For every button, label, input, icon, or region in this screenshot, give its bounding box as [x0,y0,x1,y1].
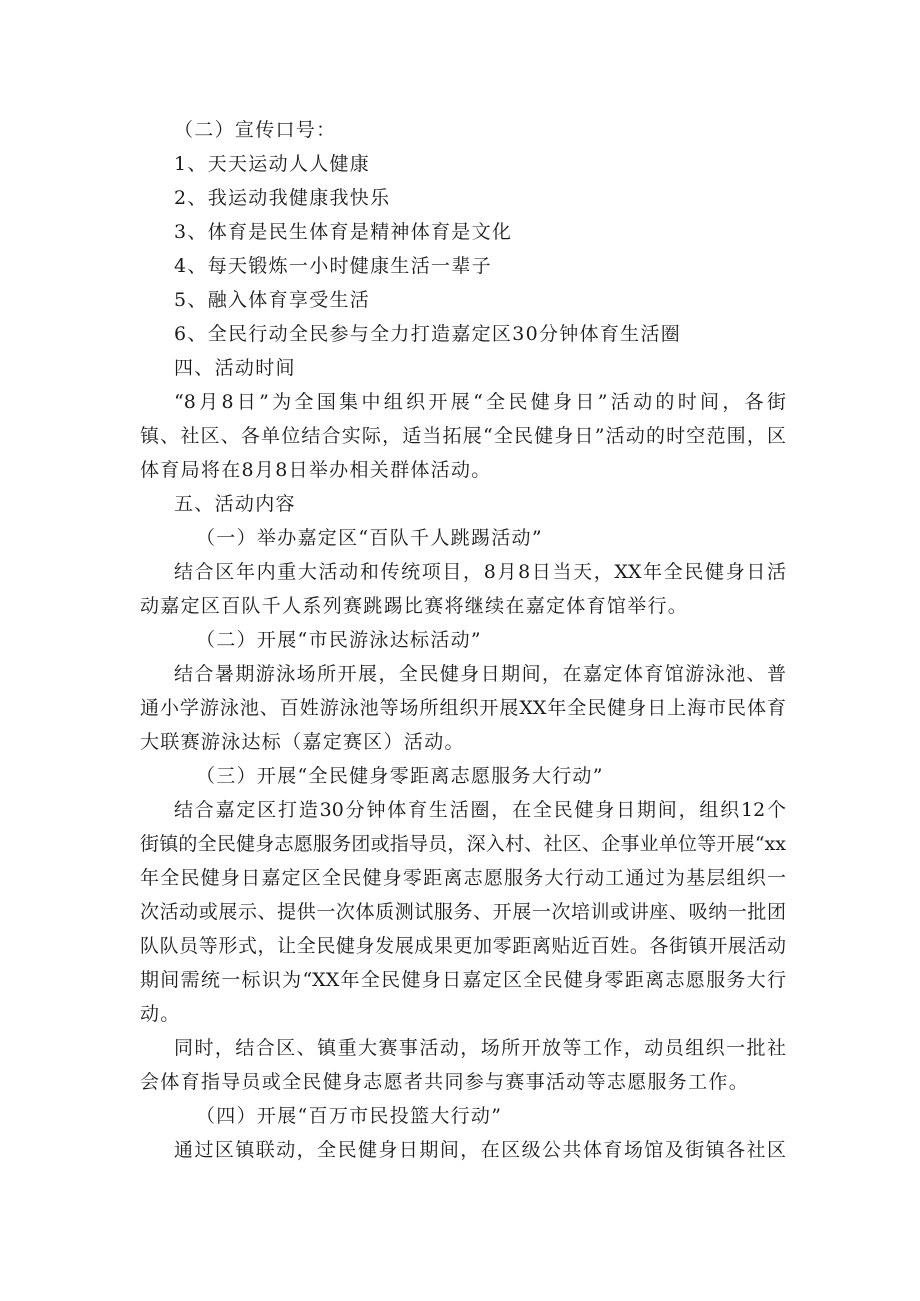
slogan-heading: （二）宣传口号： [174,119,337,141]
section-heading: 四、活动时间 [174,357,296,379]
subsection-heading: （四）开展“百万市民投篮大行动” [196,1105,503,1127]
paragraph-line: 街镇的全民健身志愿服务团或指导员，深入村、社区、企事业单位等开展“xx [140,833,786,855]
paragraph-line: 队队员等形式，让全民健身发展成果更加零距离贴近百姓。各街镇开展活动 [140,935,786,957]
slogan-item: 5、融入体育享受生活 [174,289,371,311]
paragraph-line: 期间需统一标识为“XX年全民健身日嘉定区全民健身零距离志愿服务大行 [140,969,786,991]
paragraph-line: 次活动或展示、提供一次体质测试服务、开展一次培训或讲座、吸纳一批团 [140,901,786,923]
subsection-heading: （三）开展“全民健身零距离志愿服务大行动” [196,765,604,787]
paragraph-line: 同时，结合区、镇重大赛事活动，场所开放等工作，动员组织一批社 [174,1037,786,1059]
paragraph-line: 体育局将在8月8日举办相关群体活动。 [140,459,492,481]
paragraph-line: 结合嘉定区打造30分钟体育生活圈，在全民健身日期间，组织12个 [174,799,786,821]
paragraph-line: 结合暑期游泳场所开展，全民健身日期间，在嘉定体育馆游泳池、普 [174,663,786,685]
slogan-item: 6、全民行动全民参与全力打造嘉定区30分钟体育生活圈 [174,323,682,345]
subsection-heading: （二）开展“市民游泳达标活动” [196,629,482,651]
paragraph-line: 动嘉定区百队千人系列赛跳踢比赛将继续在嘉定体育馆举行。 [140,595,689,617]
paragraph-line: 通过区镇联动，全民健身日期间，在区级公共体育场馆及街镇各社区 [174,1139,786,1161]
paragraph-line: 年全民健身日嘉定区全民健身零距离志愿服务大行动工通过为基层组织一 [140,867,786,889]
paragraph-line: 会体育指导员或全民健身志愿者共同参与赛事活动等志愿服务工作。 [140,1071,750,1093]
paragraph-line: 大联赛游泳达标（嘉定赛区）活动。 [140,731,465,753]
paragraph-line: 动。 [140,1003,181,1025]
slogan-item: 4、每天锻炼一小时健康生活一辈子 [174,255,492,277]
slogan-item: 1、天天运动人人健康 [174,153,371,175]
section-heading: 五、活动内容 [174,493,296,515]
slogan-item: 2、我运动我健康我快乐 [174,187,391,209]
paragraph-line: 镇、社区、各单位结合实际，适当拓展“全民健身日”活动的时空范围，区 [140,425,786,447]
slogan-item: 3、体育是民生体育是精神体育是文化 [174,221,513,243]
paragraph-line: 结合区年内重大活动和传统项目，8月8日当天，XX年全民健身日活 [174,561,786,583]
paragraph-line: 通小学游泳池、百姓游泳池等场所组织开展XX年全民健身日上海市民体育 [140,697,786,719]
subsection-heading: （一）举办嘉定区“百队千人跳踢活动” [196,527,543,549]
paragraph-line: “8月8日”为全国集中组织开展“全民健身日”活动的时间，各街 [174,391,786,413]
